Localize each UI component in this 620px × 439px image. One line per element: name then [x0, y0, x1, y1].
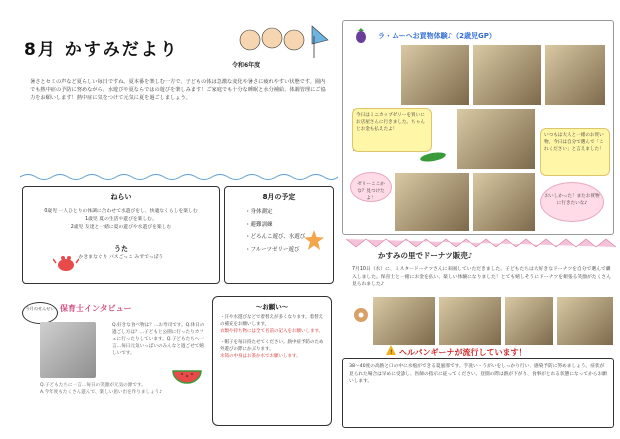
donut-photo-4 — [556, 296, 614, 346]
wave-divider — [20, 172, 338, 182]
starfish-icon — [303, 229, 325, 251]
yotei-item-0: ・身体測定 — [245, 209, 273, 215]
onegai-box — [212, 296, 332, 426]
donut-photo-2 — [438, 296, 502, 346]
warning-icon — [386, 345, 396, 355]
teacher-badge: 今月のせんせい — [22, 302, 58, 324]
yotei-item-2: ・どろんこ遊び、水遊び — [245, 234, 306, 241]
herpangina-body: 38〜40度の高熱と口の中に水疱ができる夏風邪です。手洗い・うがいをしっかり行い、感染予防に努めましょう。症状が見られた場合は早めに受診し、医師の指示に従ってください。登園の際は熱が下がり、食事がとれる状態になってからお願いします。 — [349, 364, 607, 385]
watermelon-icon — [172, 370, 202, 384]
bunting-decoration — [346, 238, 616, 248]
kids-art-illustration — [232, 18, 332, 62]
onegai-p2: 衣類や持ち物には全て名前の記入をお願いします。 — [220, 328, 324, 334]
shopping-photo-3 — [544, 44, 606, 106]
donut-icon — [352, 306, 370, 324]
donut-photo-1 — [372, 296, 436, 346]
uta-songs: かきまなぐり パスごっこ みずでっぽう — [78, 255, 164, 261]
nerai-line-1: 1歳児 夏の生活や遊びを楽しむ。 — [85, 217, 157, 223]
herpangina-box — [342, 358, 614, 428]
cucumber-icon — [418, 150, 448, 164]
shopping-bubble-1: 今日はミニカップゼリーを買いにお店屋さんに行きました。ちゃんとお金も払えたよ！ — [352, 108, 432, 152]
crab-icon — [53, 253, 79, 273]
interview-q1: Q.子どもたちに一言…毎日の笑顔が元気の源です。 — [40, 383, 146, 388]
yotei-item-3: ・フルーツゼリー遊び — [245, 246, 300, 253]
nerai-box — [22, 186, 220, 284]
svg-text:!: ! — [390, 349, 393, 355]
onegai-heading: 〜お願い〜 — [255, 303, 289, 311]
shopping-photo-5 — [456, 108, 536, 170]
interview-qa — [40, 382, 210, 397]
shopping-photo-1 — [400, 44, 470, 106]
herpangina-title: ヘルパンギーナが流行しています！ — [399, 348, 527, 357]
donut-body: 7月10日（水）に、ミスタードーナツさんに来園していただきました。子どもたちは大好きなドーナツを自分で選んで購入しました。保育士と一緒にお金を払い、楽しい体験になりました！とても嬉しそうにドーナツを頬張る笑顔がたくさん見られました♪ — [352, 267, 611, 288]
uta-heading: うた — [114, 245, 128, 254]
intro-paragraph: 暑さとセミの声など夏らしい毎日ですね。夏本番を楽しむ一方で、子どもの体は急激な変化や暑さに疲れやすい状態です。園内でも熱中症の予防に努めながら、水遊びや夏ならではの遊びを楽しみます！ご家庭でも十分な睡眠と水分補給、体調管理にご協力をお願いします！熱中症に気をつけて元気に夏を過ごしましょう。 — [30, 79, 326, 102]
onegai-p3: ・帽子を毎日持たせてください。熱中症予防のため外遊びの際にかぶります。 — [220, 339, 324, 352]
donut-title: かすみの里でドーナツ販売♪ — [378, 251, 473, 260]
yotei-box — [224, 186, 334, 284]
nerai-line-2: 2歳児 友達と一緒に夏の遊びや水遊びを楽しむ — [70, 225, 172, 231]
nerai-heading: ねらい — [110, 193, 132, 201]
yotei-heading: 8月の予定 — [262, 193, 296, 201]
page-title: 8月 かすみだより — [24, 40, 179, 60]
yotei-item-1: ・避難訓練 — [245, 221, 273, 228]
shopping-photo-6 — [394, 172, 470, 232]
teacher-photo — [40, 322, 96, 378]
shopping-photo-7 — [472, 172, 536, 232]
shopping-bubble-2: いつもは大人と一緒のお買い物、今日は自分で選んで「これください」と言えました！ — [540, 128, 610, 176]
interview-body: Q.好きな食べ物は？…お寿司です。Q.休日の過ごし方は？…子どもと公園に行ったりカフェに行ったりしています。Q.子どもたちへ一言…毎日元気いっぱいのみんなと過ごせて嬉しいです。 — [112, 323, 205, 357]
interview-title: 保育士インタビュー — [60, 304, 132, 313]
interview-q2: A.今年度もたくさん遊んで、楽しい思い出を作りましょう♪ — [40, 390, 163, 396]
shopping-title: ラ・ムーへお買物体験♪（2歳児GP） — [378, 32, 496, 40]
eggplant-icon — [352, 26, 370, 44]
donut-photo-3 — [504, 296, 554, 346]
onegai-p4: 水筒の中身はお茶か水でお願いします。 — [220, 353, 301, 359]
shopping-photo-2 — [472, 44, 542, 106]
nerai-line-0: 0歳児 一人ひとりの体調に合わせて水遊びをし、快適なくらしを楽しむ — [44, 209, 198, 214]
shopping-bubble-4: おいしかった！またお買物に行きたいな♪ — [540, 182, 604, 222]
shopping-bubble-3: ゼリーここかな？見つけたよ！ — [350, 172, 392, 202]
year-label: 令和6年度 — [232, 62, 261, 69]
onegai-p1: ・汗や水遊びなどで着替えが多くなります。着替えの補充をお願いします。 — [220, 315, 324, 327]
